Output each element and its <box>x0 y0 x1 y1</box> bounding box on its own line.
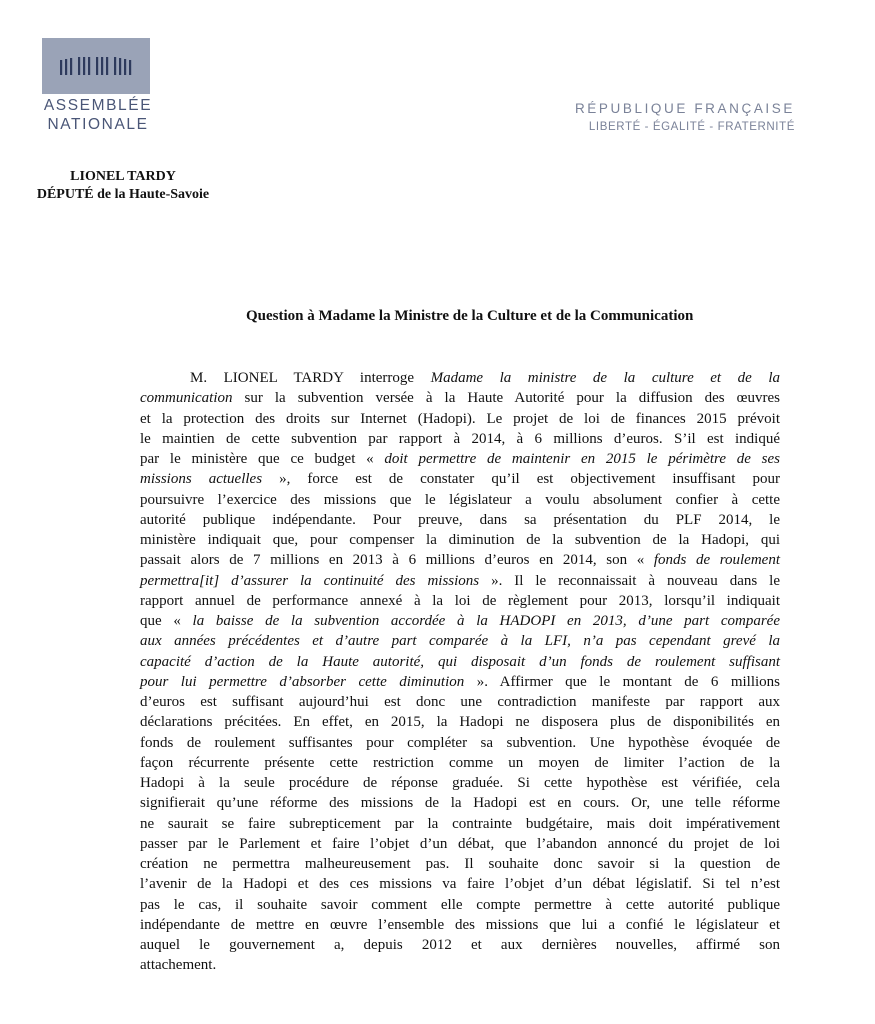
body-text: passer par le Parlement et faire l’objet d’un débat, que l’abandon annoncé du projet de loi <box>140 835 780 852</box>
body-line <box>140 368 780 388</box>
body-italic-text: fonds de roulement <box>653 552 780 569</box>
body-line <box>140 935 780 955</box>
body-text: déclarations précitées. En effet, en 2015, la Hadopi ne disposera plus de disponibilités en <box>140 714 780 731</box>
body-text: façon récurrente présente cette restriction comme un moyen de limiter l’action de la <box>140 754 780 771</box>
body-text: ». Il le reconnaissait à nouveau dans le <box>479 572 780 589</box>
body-line <box>140 530 780 550</box>
body-line <box>140 895 780 915</box>
logo-text-line1: ASSEMBLÉE <box>43 97 153 114</box>
body-italic-text: aux années précédentes et d’autre part comparée à la LFI, n’a pas cependant grevé la <box>140 633 780 650</box>
body-text: ne saurait se faire subrepticement par la contrainte budgétaire, mais doit impérativement <box>140 815 780 832</box>
body-line <box>140 915 780 935</box>
logo-text-line2: NATIONALE <box>47 116 149 133</box>
body-line <box>140 631 780 651</box>
body-italic-text: communication <box>140 390 233 407</box>
body-line <box>140 874 780 894</box>
question-body <box>140 368 780 976</box>
body-text: signifierait qu’une réforme des missions de la Hadopi est en cours. Or, une telle réforme <box>140 795 780 812</box>
body-line <box>140 652 780 672</box>
body-text: rapport annuel de performance annexé à la loi de règlement pour 2013, lorsqu’il indiquait <box>140 592 780 609</box>
body-text: attachement. <box>140 957 217 974</box>
body-text: auquel le gouvernement a, depuis 2012 et aux dernières nouvelles, affirmé son <box>140 937 780 953</box>
body-line <box>140 388 780 408</box>
body-line <box>140 611 780 631</box>
body-text: ministère indiquait que, pour compenser la diminution de la subvention de la Hadopi, qui <box>140 532 780 548</box>
body-text: le maintien de cette subvention par rapport à 2014, à 6 millions d’euros. S’il est indiqué <box>140 430 780 447</box>
body-text: Hadopi à la seule procédure de réponse graduée. Si cette hypothèse est vérifiée, cela <box>140 775 780 791</box>
body-italic-text: capacité d’action de la Haute autorité, qui disposait d’un fonds de roulement suffisant <box>140 653 780 670</box>
body-italic-text: permettra[it] d’assurer la continuité des missions <box>140 572 480 589</box>
body-line <box>140 753 780 773</box>
hemicycle-icon <box>42 38 150 94</box>
body-line <box>140 712 780 732</box>
body-text: l’avenir de la Hadopi et des ces missions va faire l’objet d’un débat législatif. Si tel n’est <box>140 876 780 893</box>
body-line <box>140 571 780 591</box>
body-text: M. LIONEL TARDY interroge <box>190 370 431 386</box>
body-line <box>140 834 780 854</box>
devise-label: LIBERTÉ - ÉGALITÉ - FRATERNITÉ <box>588 121 795 133</box>
body-italic-text: missions actuelles <box>140 471 263 488</box>
body-line <box>140 490 780 510</box>
body-line <box>140 591 780 611</box>
body-text: et la protection des droits sur Internet (Hadopi). Le projet de loi de finances 2015 prévoit <box>140 410 780 427</box>
body-text: autorité publique indépendante. Pour preuve, dans sa présentation du PLF 2014, le <box>140 511 780 528</box>
body-text: par le ministère que ce budget « <box>140 451 385 467</box>
body-italic-text: pour lui permettre d’absorber cette diminution <box>140 673 465 690</box>
assemblee-nationale-logo <box>42 38 154 136</box>
body-line <box>140 854 780 874</box>
body-text: ». Affirmer que le montant de 6 millions <box>464 673 780 690</box>
body-text: », force est de constater qu’il est objectivement insuffisant pour <box>262 471 780 488</box>
author-name: LIONEL TARDY <box>70 169 176 184</box>
body-text: indépendante de mettre en œuvre l’ensemble des missions que lui a confié le législateur et <box>140 916 780 933</box>
author-role: DÉPUTÉ de la Haute-Savoie <box>36 187 210 202</box>
body-text: sur la subvention versée à la Haute Autorité pour la diffusion des œuvres <box>232 390 780 407</box>
body-italic-text: la baisse de la subvention accordée à la HADOPI en 2013, d’une part comparée <box>192 613 780 629</box>
body-line <box>140 793 780 813</box>
body-text: pas le cas, il souhaite savoir comment elle compte permettre à cette autorité publique <box>140 896 780 913</box>
body-text: que « <box>140 613 193 629</box>
body-line <box>140 773 780 793</box>
body-text: création ne permettra malheureusement pas. Il souhaite donc savoir si la question de <box>140 856 780 872</box>
body-line <box>140 429 780 449</box>
body-text: d’euros est suffisant aujourd’hui est donc une contradiction manifeste par rapport aux <box>140 694 780 710</box>
question-title: Question à Madame la Ministre de la Culture et de la Communication <box>246 308 694 324</box>
body-line <box>140 409 780 429</box>
body-text: poursuivre l’exercice des missions que le législateur a voulu absolument confier à cette <box>140 491 780 508</box>
body-italic-text: doit permettre de maintenir en 2015 le périmètre de ses <box>384 451 780 467</box>
republique-francaise-label: RÉPUBLIQUE FRANÇAISE <box>574 101 795 116</box>
body-text: fonds de roulement suffisantes pour compléter sa subvention. Une hypothèse évoquée de <box>140 734 780 751</box>
body-line <box>140 550 780 570</box>
body-text: passait alors de 7 millions en 2013 à 6 millions d’euros en 2014, son « <box>140 552 654 569</box>
body-line <box>140 469 780 489</box>
body-line <box>140 733 780 753</box>
body-line <box>140 692 780 712</box>
body-line <box>140 814 780 834</box>
body-line <box>140 672 780 692</box>
body-line <box>140 449 780 469</box>
body-line <box>140 510 780 530</box>
author-block <box>20 168 226 204</box>
body-italic-text: Madame la ministre de la culture et de la <box>430 370 780 386</box>
body-line <box>140 955 780 975</box>
republique-francaise-header <box>575 100 795 136</box>
